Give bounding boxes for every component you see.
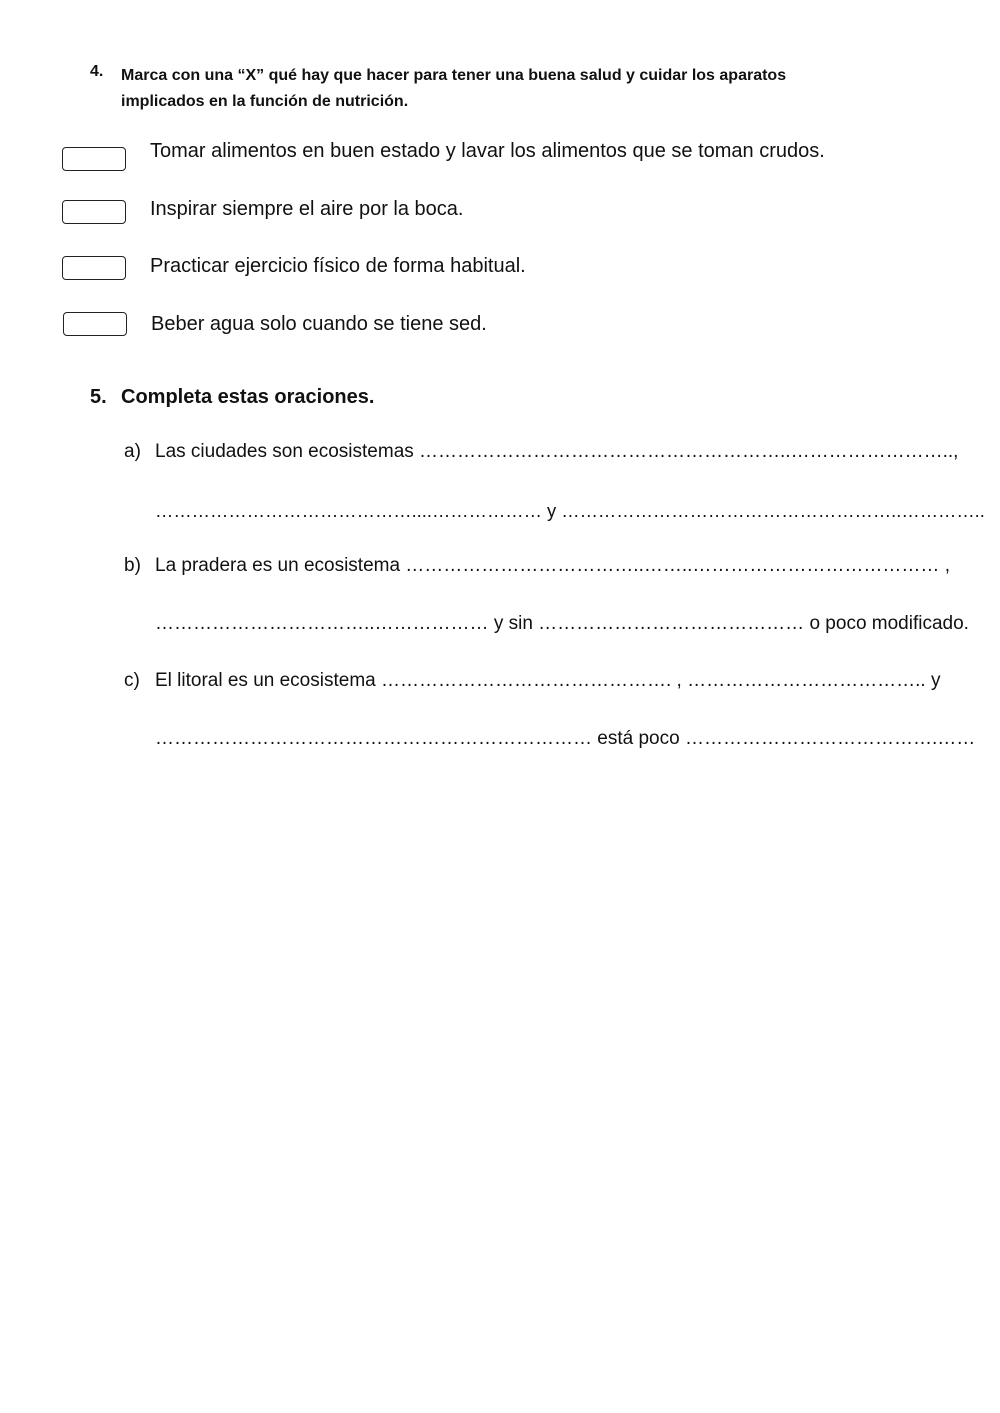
question-5-title: Completa estas oraciones. bbox=[121, 386, 375, 408]
sentence-b-line2[interactable]: ……………………………..……………… y sin …………………………………… o poco modificado. bbox=[155, 613, 969, 634]
question-4-prompt bbox=[121, 63, 881, 115]
option-1-checkbox[interactable] bbox=[62, 147, 126, 171]
sentence-b-line1 bbox=[124, 555, 950, 577]
sentence-b-marker: b) bbox=[124, 555, 141, 576]
option-4-checkbox[interactable] bbox=[63, 312, 127, 336]
option-3-checkbox[interactable] bbox=[62, 256, 126, 280]
sentence-c-line2[interactable]: …………………………………………………………… está poco ………………………………….…… bbox=[155, 728, 976, 749]
question-4-prompt-line1: Marca con una “X” qué hay que hacer para tener una buena salud y cuidar los aparatos bbox=[121, 67, 787, 84]
question-5-number: 5. bbox=[90, 386, 107, 408]
sentence-a-marker: a) bbox=[124, 441, 141, 462]
option-4-label: Beber agua solo cuando se tiene sed. bbox=[151, 313, 487, 335]
sentence-a-line2[interactable]: ……………………………………....……………… y ………………………………………………..………….. bbox=[155, 500, 985, 521]
option-2-label: Inspirar siempre el aire por la boca. bbox=[150, 198, 464, 220]
option-3-label: Practicar ejercicio físico de forma habitual. bbox=[150, 255, 526, 277]
option-2-checkbox[interactable] bbox=[62, 200, 126, 224]
option-1-label: Tomar alimentos en buen estado y lavar los alimentos que se toman crudos. bbox=[150, 140, 825, 162]
sentence-c-text: El litoral es un ecosistema ………………………………………. , ……………………………….. y bbox=[155, 670, 941, 691]
sentence-c-marker: c) bbox=[124, 670, 140, 691]
sentence-c-line1 bbox=[124, 670, 940, 692]
sentence-a-line1 bbox=[124, 441, 958, 463]
sentence-a-text: Las ciudades son ecosistemas …………………………………………………..…………………….., bbox=[155, 441, 959, 462]
question-4-prompt-line2: implicados en la función de nutrición. bbox=[121, 93, 409, 110]
question-4-number: 4. bbox=[90, 63, 104, 80]
sentence-b-text: La pradera es un ecosistema ………………………………..……..………………………………… , bbox=[155, 555, 950, 576]
